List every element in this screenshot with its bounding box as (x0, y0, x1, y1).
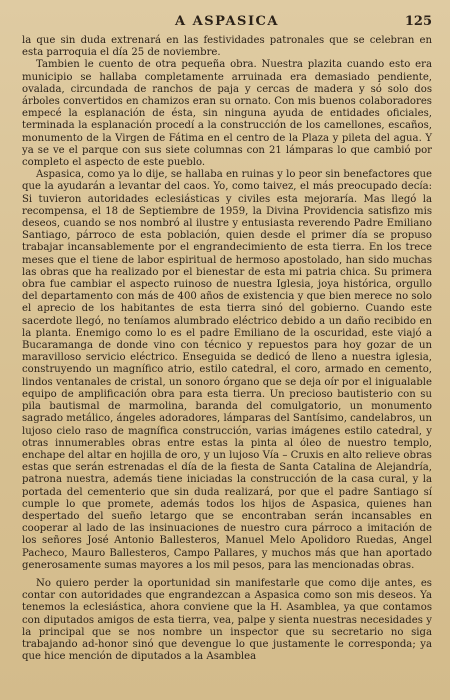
page-header (22, 14, 432, 32)
paragraph-3: Aspasica, como ya lo dije, se hallaba en ruinas y lo peor sin benefactores que que la ayudarán a levantar del caos. Yo, como taivez, el más preocupado decía: Si tuvieron autoridades eclesiásticas y civiles esta mejoraría. Mas llegó la recompensa, el 18 de Septiembre de 1959, la Divina Providencia satisfizo mis deseos, cuando se nos nombró al ilustre y entusiasta reverendo Padre Emiliano Santiago, párroco de esta población, quien desde el primer día se propuso trabajar incansablemente por el engrandecimiento de esta tierra. En los trece meses que el tiene de labor espiritual de hermoso apostolado, han sido muchas las obras que ha realizado por el bienestar de esta mi patria chica. Su primera obra fue cambiar el aspecto ruinoso de nuestra Iglesia, joya histórica, orgullo del departamento con más de 400 años de existencia y que bien merece no solo el aprecio de los habitantes de esta tierra sinó del gobierno. Cuando este sacerdote llegó, no teníamos alumbrado eléctrico debido a un daño recibido en la planta. Enemigo como lo es el padre Emiliano de la oscuridad, este viajó a Bucaramanga de donde vino con técnico y repuestos para hoy gozar de un maravilloso servicio eléctrico. Enseguida se dedicó de lleno a nuestra iglesia, construyendo un magnífico atrio, estilo catedral, el coro, armado en cemento, lindos ventanales de cristal, un sonoro órgano que se deja oír por el inigualable equipo de amplificación obra para esta tierra. Un precioso bautisterio con su pila bautismal de marmolina, baranda del comulgatorio, un monumento sagrado metálico, ángeles adoradores, lámparas del Santísimo, candelabros, un lujoso cielo raso de magnífica construcción, varias imágenes estilo catedral, y otras innumerables obras entre estas la pinta al óleo de nuestro templo, enchape del altar en hojilla de oro, y un lujoso Vía – Cruxis en alto relieve obras estas que serán estrenadas el día de la fiesta de Santa Catalina de Alejandría, patrona nuestra, además tiene iniciadas la construcción de la casa cural, y la portada del cementerio que sin duda realizará, por que el padre Santiago sí cumple lo que promete, además todos los hijos de Aspasica, quienes han despertado del sueño letargo que se encontraban serán incansables en cooperar al lado de las insinuaciones de nuestro cura párroco a imitación de los señores José Antonio Ballesteros, Manuel Melo Apolidoro Ruedas, Angel Pacheco, Mauro Ballesteros, Campo Pallares, y muchos más que han aportado generosamente sumas mayores a los mil pesos, para las mencionadas obras. (22, 169, 432, 571)
paragraph-2: Tambien le cuento de otra pequeña obra. Nuestra plazita cuando esto era municipio se hallaba completamente arruinada era demasiado pendiente, ovalada, circundada de ranchos de paja y cercas de madera y só solo dos árboles convertidos en chamizos eran su ornato. Con mis buenos colaboradores empecé la esplanación de ésta, sin ninguna ayuda de entidades oficiales, terminada la esplanación procedí a la construcción de los camellones, escaños, monumento de la Virgen de Fátima en el centro de la Plaza y pileta del agua. Y ya se ve el parque con sus siete columnas con 21 lámparas lo que cambió por completo el aspecto de este pueblo. (22, 59, 432, 169)
paragraph-4: No quiero perder la oportunidad sin manifestarle que como dije antes, es contar con autoridades que engrandezcan a Aspasica como son mis deseos. Ya tenemos la eclesiástica, ahora conviene que la H. Asamblea, ya que contamos con diputados amigos de esta tierra, vea, palpe y sienta nuestras necesidades y la principal que se nos nombre un inspector que su secretario no siga trabajando ad-honor sinó que devengue lo que justamente le corresponda; ya que hice mención de diputados a la Asamblea (22, 577, 432, 663)
running-title: A ASPASICA (175, 14, 279, 29)
page-number: 125 (404, 14, 432, 29)
paragraph-1: la que sin duda extrenará en las festividades patronales que se celebran en esta parroquia el día 25 de noviembre. (22, 35, 432, 59)
body-text (22, 35, 432, 663)
